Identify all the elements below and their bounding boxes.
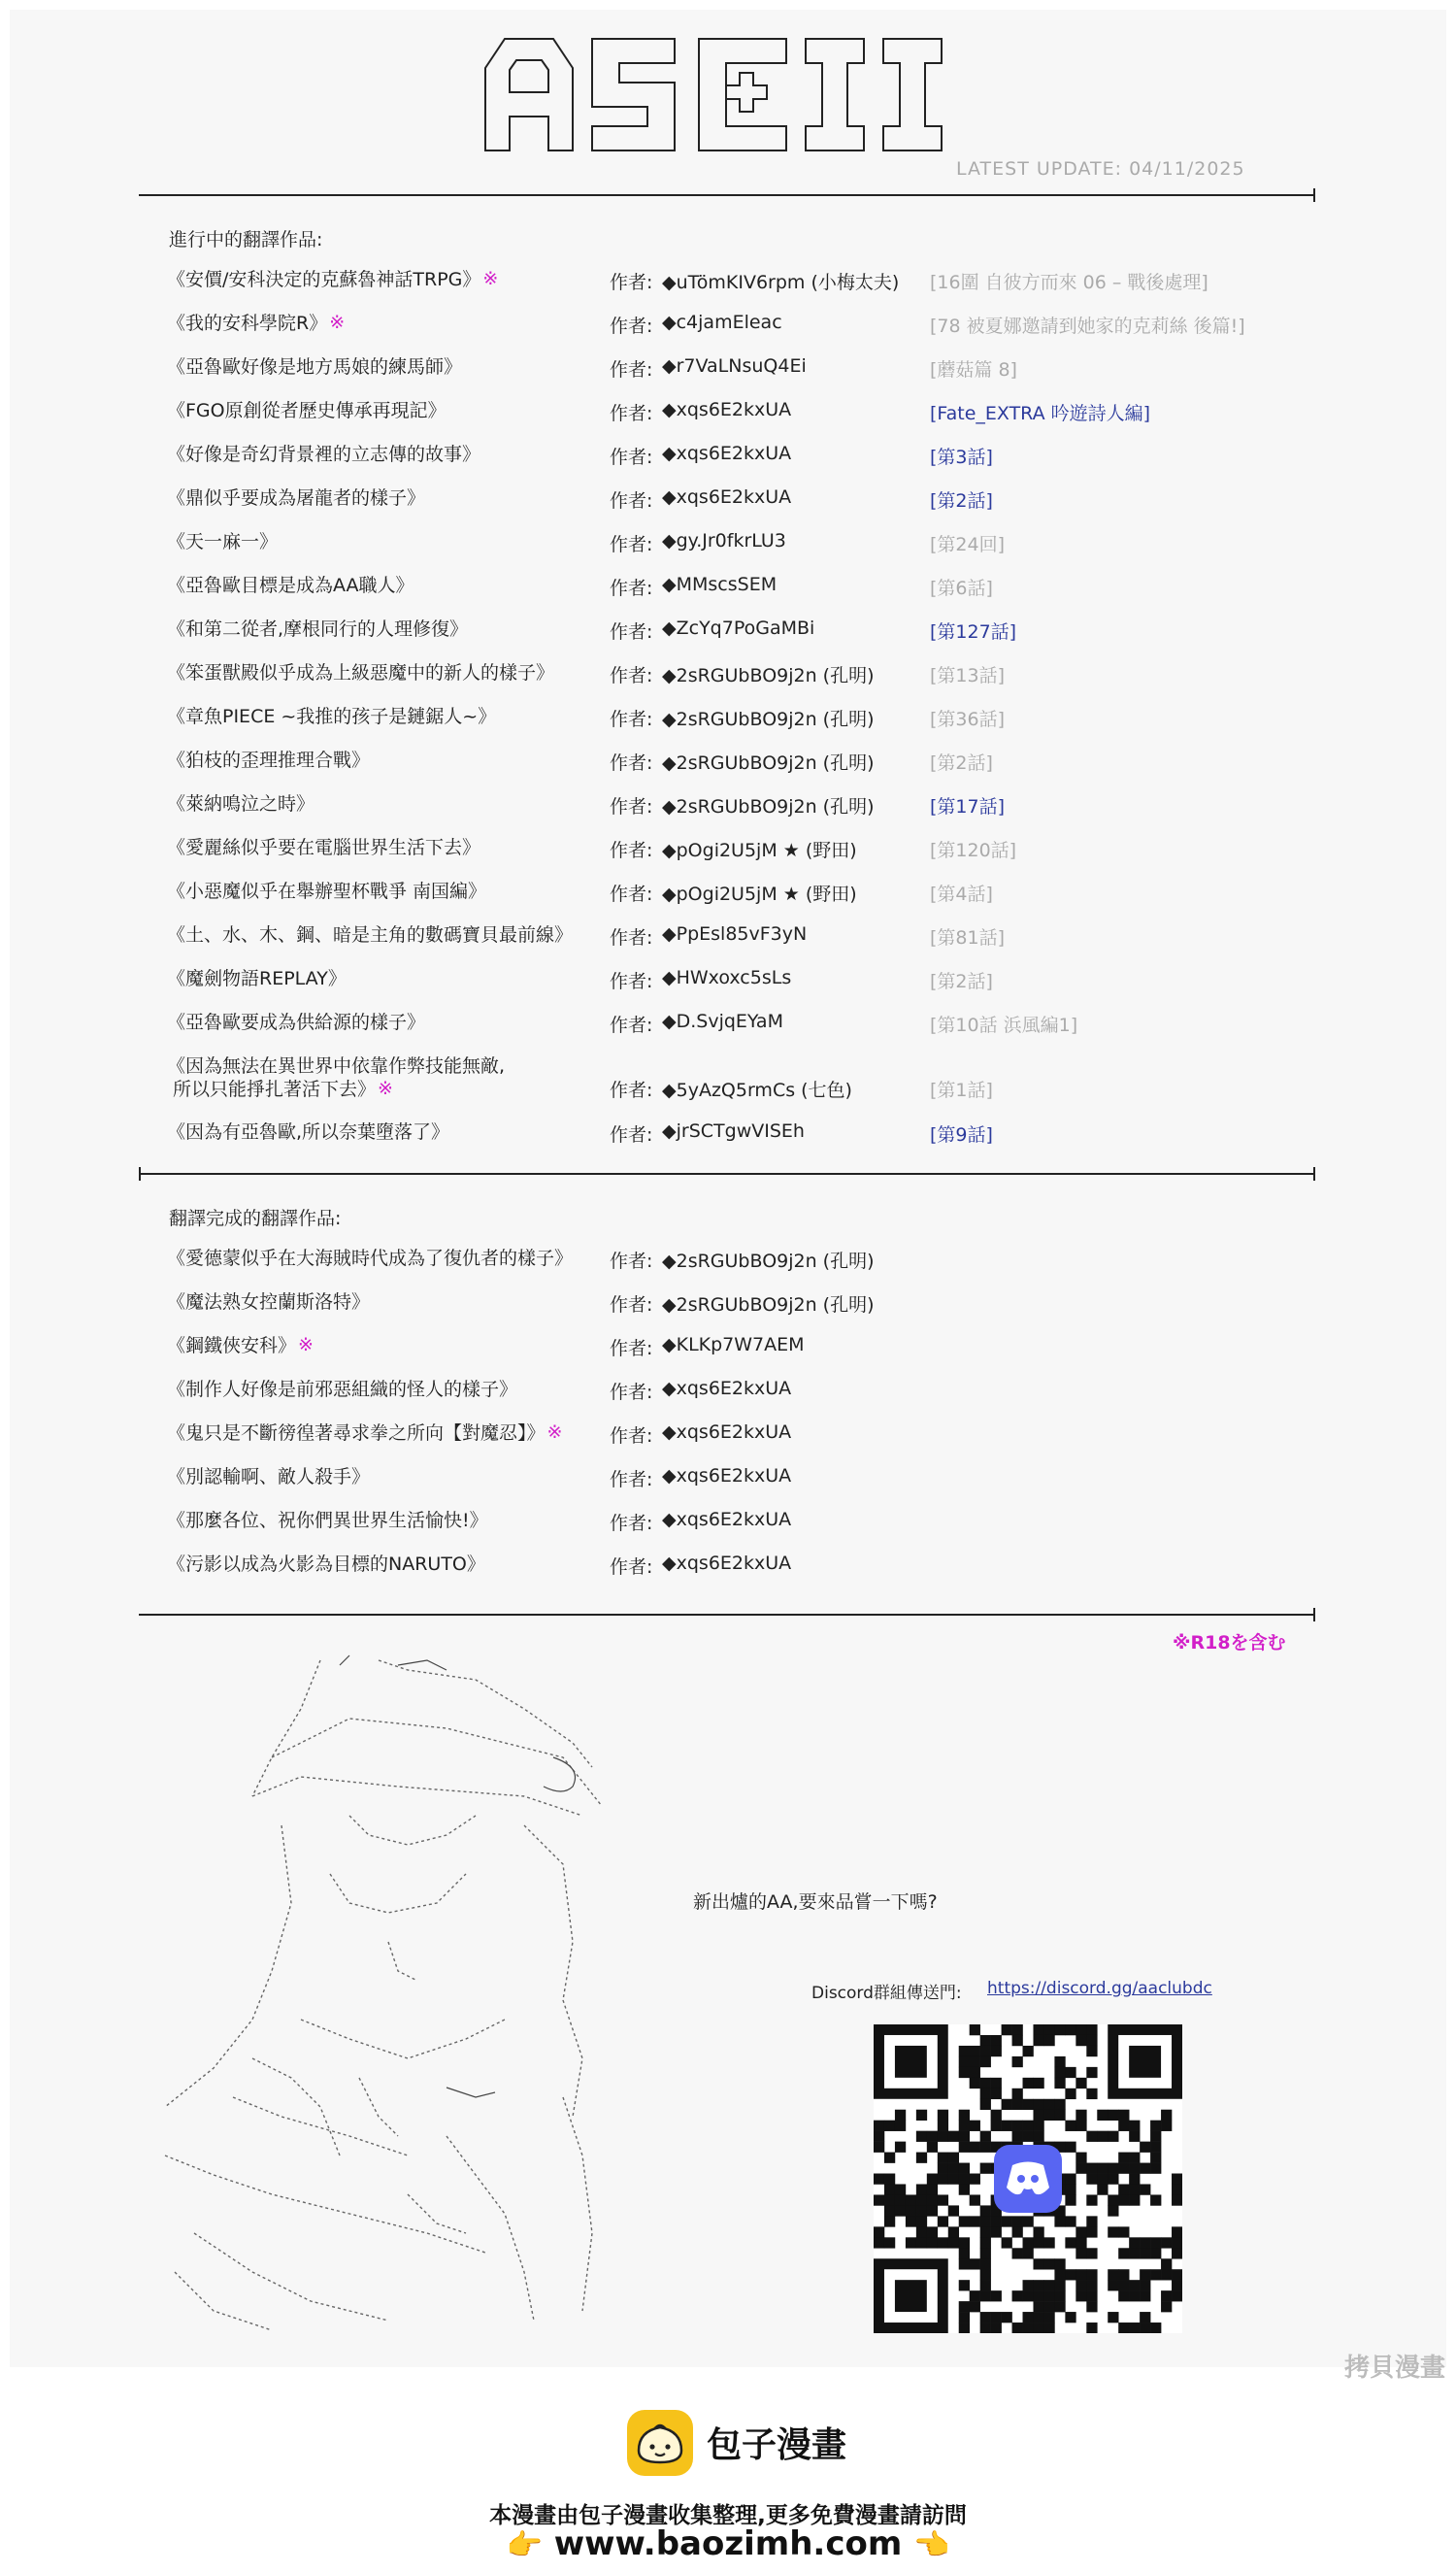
work-title[interactable]: 《別認輸啊、敵人殺手》	[167, 1466, 371, 1487]
progress-label[interactable]: [Fate_EXTRA 吟遊詩人編]	[930, 403, 1151, 424]
r18-mark: ※	[378, 1078, 393, 1099]
author-label: 作者:	[610, 1556, 653, 1578]
author-id: ◆r7VaLNsuQ4Ei	[662, 355, 807, 377]
work-title[interactable]: 《魔法熟女控蘭斯洛特》	[167, 1291, 371, 1313]
divider-top	[139, 194, 1315, 196]
footer-url-text[interactable]: www.baozimh.com	[553, 2524, 903, 2563]
author-label: 作者:	[610, 752, 653, 774]
work-title[interactable]: 《土、水、木、鋼、暗是主角的數碼寶貝最前線》	[167, 924, 574, 946]
author-id: ◆KLKp7W7AEM	[662, 1334, 805, 1355]
ongoing-row[interactable]	[167, 923, 1332, 962]
author-id: ◆xqs6E2kxUA	[662, 443, 792, 464]
divider-bottom	[139, 1614, 1315, 1616]
progress-label: [第24回]	[930, 534, 1006, 555]
ongoing-row[interactable]	[167, 836, 1332, 875]
author-label: 作者:	[610, 1080, 653, 1101]
ongoing-row[interactable]	[167, 880, 1332, 919]
ongoing-row[interactable]	[167, 355, 1332, 394]
work-title[interactable]: 《愛麗絲似乎要在電腦世界生活下去》	[167, 837, 481, 858]
author-label: 作者:	[610, 840, 653, 861]
ongoing-row[interactable]	[167, 1054, 1332, 1113]
author-label: 作者:	[610, 1015, 653, 1036]
work-title[interactable]: 《愛德蒙似乎在大海賊時代成為了復仇者的樣子》	[167, 1248, 574, 1269]
progress-label[interactable]: [第127話]	[930, 621, 1017, 643]
ongoing-row[interactable]	[167, 574, 1332, 613]
work-title[interactable]: 《我的安科學院R》	[167, 313, 328, 334]
ongoing-row[interactable]	[167, 486, 1332, 525]
progress-label: [第120話]	[930, 840, 1017, 861]
author-label: 作者:	[610, 403, 653, 424]
ongoing-row[interactable]	[167, 749, 1332, 787]
progress-label: [第4話]	[930, 884, 993, 905]
ongoing-row[interactable]	[167, 1120, 1332, 1159]
author-id: ◆xqs6E2kxUA	[662, 486, 792, 508]
work-title[interactable]: 《鋼鐵俠安科》	[167, 1335, 297, 1356]
work-title[interactable]: 《那麼各位、祝你們異世界生活愉快!》	[167, 1510, 488, 1531]
author-label: 作者:	[610, 709, 653, 730]
author-label: 作者:	[610, 621, 653, 643]
author-label: 作者:	[610, 884, 653, 905]
work-title[interactable]: 《魔劍物語REPLAY》	[167, 968, 347, 989]
progress-label[interactable]: [第3話]	[930, 447, 993, 468]
progress-label: [第6話]	[930, 578, 993, 599]
author-id: ◆2sRGUbBO9j2n (孔明)	[662, 1294, 875, 1316]
completed-row[interactable]	[167, 1509, 1332, 1548]
work-title[interactable]: 《安價/安科決定的克蘇魯神話TRPG》	[167, 269, 481, 290]
discord-qr-code[interactable]	[874, 2024, 1182, 2333]
author-id: ◆xqs6E2kxUA	[662, 1465, 792, 1487]
ongoing-row[interactable]	[167, 661, 1332, 700]
ongoing-row[interactable]	[167, 967, 1332, 1006]
author-id: ◆pOgi2U5jM ★ (野田)	[662, 840, 857, 861]
author-id: ◆MMscsSEM	[662, 574, 778, 595]
author-id: ◆2sRGUbBO9j2n (孔明)	[662, 752, 875, 774]
work-title[interactable]: 《好像是奇幻背景裡的立志傳的故事》	[167, 444, 481, 465]
ongoing-row[interactable]	[167, 312, 1332, 351]
author-id: ◆ZcYq7PoGaMBi	[662, 618, 815, 639]
progress-label[interactable]: [第2話]	[930, 490, 993, 512]
author-id: ◆uTömKIV6rpm (小梅太夫)	[662, 272, 900, 293]
author-id: ◆PpEsl85vF3yN	[662, 923, 808, 945]
ongoing-row[interactable]	[167, 268, 1332, 307]
work-title[interactable]: 《FGO原創從者歷史傳承再現記》	[167, 400, 447, 421]
work-title[interactable]: 《制作人好像是前邪惡組織的怪人的樣子》	[167, 1379, 518, 1400]
discord-link[interactable]: https://discord.gg/aaclubdc	[987, 1979, 1212, 1998]
progress-label: [第2話]	[930, 752, 993, 774]
author-id: ◆pOgi2U5jM ★ (野田)	[662, 884, 857, 905]
work-title[interactable]: 《亞魯歐目標是成為AA職人》	[167, 575, 414, 596]
author-id: ◆c4jamEleac	[662, 312, 782, 333]
author-label: 作者:	[610, 1469, 653, 1490]
ongoing-row[interactable]	[167, 618, 1332, 656]
watermark: 拷貝漫畫	[1344, 2354, 1446, 2383]
author-id: ◆xqs6E2kxUA	[662, 1509, 792, 1530]
ongoing-row[interactable]	[167, 399, 1332, 438]
progress-label[interactable]: [第9話]	[930, 1124, 993, 1146]
discord-label: Discord群組傳送門:	[811, 1984, 962, 2003]
work-title[interactable]: 《天一麻一》	[167, 531, 279, 552]
divider-middle	[139, 1173, 1315, 1175]
author-id: ◆xqs6E2kxUA	[662, 1378, 792, 1399]
completed-row[interactable]	[167, 1378, 1332, 1417]
author-label: 作者:	[610, 927, 653, 949]
pointing-left-icon: 👈	[913, 2528, 950, 2562]
work-title[interactable]: 《章魚PIECE ~我推的孩子是鏈鋸人~》	[167, 706, 497, 727]
progress-label: [第1話]	[930, 1080, 993, 1101]
author-label: 作者:	[610, 796, 653, 818]
work-title[interactable]: 《狛枝的歪理推理合戰》	[167, 750, 371, 771]
ongoing-row[interactable]	[167, 530, 1332, 569]
author-id: ◆xqs6E2kxUA	[662, 1421, 792, 1443]
progress-label: [第81話]	[930, 927, 1006, 949]
r18-mark: ※	[329, 312, 346, 333]
r18-mark: ※	[298, 1334, 314, 1355]
author-id: ◆HWxoxc5sLs	[662, 967, 792, 988]
completed-row[interactable]	[167, 1553, 1332, 1591]
r18-note: ※R18を含む	[1173, 1632, 1286, 1654]
progress-label: [蘑菇篇 8]	[930, 359, 1017, 381]
author-label: 作者:	[610, 971, 653, 992]
progress-label: [第36話]	[930, 709, 1006, 730]
work-title[interactable]: 《污影以成為火影為目標的NARUTO》	[167, 1554, 485, 1575]
completed-row[interactable]	[167, 1290, 1332, 1329]
progress-label: [第13話]	[930, 665, 1006, 686]
completed-row[interactable]	[167, 1421, 1332, 1460]
pointing-right-icon: 👉	[506, 2528, 543, 2562]
ongoing-row[interactable]	[167, 443, 1332, 482]
author-id: ◆D.SvjqEYaM	[662, 1011, 783, 1032]
author-label: 作者:	[610, 1294, 653, 1316]
author-id: ◆gy.Jr0fkrLU3	[662, 530, 786, 551]
author-label: 作者:	[610, 534, 653, 555]
progress-label: [16圍 自彼方而來 06 – 戰後處理]	[930, 272, 1208, 293]
r18-mark: ※	[546, 1421, 563, 1443]
author-label: 作者:	[610, 359, 653, 381]
completed-row[interactable]	[167, 1334, 1332, 1373]
ongoing-section-title: 進行中的翻譯作品:	[169, 229, 323, 251]
author-id: ◆5yAzQ5rmCs (七色)	[662, 1080, 852, 1101]
author-label: 作者:	[610, 665, 653, 686]
completed-row[interactable]	[167, 1247, 1332, 1286]
work-title[interactable]: 《萊納鳴泣之時》	[167, 793, 315, 815]
footer-brand[interactable]: 包子漫畫	[707, 2425, 847, 2465]
author-label: 作者:	[610, 316, 653, 337]
footer-note: 本漫畫由包子漫畫收集整理,更多免費漫畫請訪問	[489, 2503, 967, 2528]
work-title[interactable]: 《亞魯歐好像是地方馬娘的練馬師》	[167, 356, 463, 378]
author-label: 作者:	[610, 1382, 653, 1403]
author-label: 作者:	[610, 1425, 653, 1447]
ongoing-row[interactable]	[167, 792, 1332, 831]
r18-mark: ※	[482, 268, 499, 289]
work-title[interactable]: 《小惡魔似乎在舉辦聖杯戰爭 南国編》	[167, 881, 487, 902]
work-title[interactable]: 《和第二從者,摩根同行的人理修復》	[167, 618, 469, 640]
author-label: 作者:	[610, 1513, 653, 1534]
author-id: ◆2sRGUbBO9j2n (孔明)	[662, 709, 875, 730]
ongoing-row[interactable]	[167, 705, 1332, 744]
latest-update: LATEST UPDATE: 04/11/2025	[956, 158, 1245, 180]
author-label: 作者:	[610, 272, 653, 293]
author-label: 作者:	[610, 1124, 653, 1146]
author-id: ◆2sRGUbBO9j2n (孔明)	[662, 796, 875, 818]
work-title[interactable]: 《笨蛋獸殿似乎成為上級惡魔中的新人的樣子》	[167, 662, 555, 684]
author-id: ◆jrSCTgwVISEh	[662, 1120, 805, 1142]
footer-url[interactable]	[0, 2524, 1456, 2563]
author-label: 作者:	[610, 490, 653, 512]
work-title[interactable]: 《鬼只是不斷徬徨著尋求拳之所向【對魔忍】》	[167, 1422, 546, 1444]
work-title[interactable]: 《因為有亞魯歐,所以奈葉墮落了》	[167, 1121, 450, 1143]
author-id: ◆2sRGUbBO9j2n (孔明)	[662, 1251, 875, 1272]
author-id: ◆xqs6E2kxUA	[662, 1553, 792, 1574]
promo-text: 新出爐的AA,要來品嘗一下嗎?	[693, 1891, 938, 1913]
ongoing-row[interactable]	[167, 1011, 1332, 1050]
baozi-logo-icon[interactable]	[625, 2408, 695, 2478]
progress-label: [78 被夏娜邀請到她家的克莉絲 後篇!]	[930, 316, 1245, 337]
progress-label[interactable]: [第17話]	[930, 796, 1006, 818]
work-title[interactable]: 《鼎似乎要成為屠龍者的樣子》	[167, 487, 426, 509]
completed-section-title: 翻譯完成的翻譯作品:	[169, 1208, 342, 1229]
author-label: 作者:	[610, 578, 653, 599]
progress-label: [第10話 浜風編1]	[930, 1015, 1078, 1036]
author-id: ◆2sRGUbBO9j2n (孔明)	[662, 665, 875, 686]
progress-label: [第2話]	[930, 971, 993, 992]
author-id: ◆xqs6E2kxUA	[662, 399, 792, 420]
ascii-logo	[476, 29, 961, 155]
author-label: 作者:	[610, 1338, 653, 1359]
ascii-art-illustration	[155, 1651, 641, 2330]
completed-row[interactable]	[167, 1465, 1332, 1504]
work-title[interactable]: 《因為無法在異世界中依靠作弊技能無敵, 所以只能掙扎著活下去》	[167, 1055, 506, 1100]
work-title[interactable]: 《亞魯歐要成為供給源的樣子》	[167, 1012, 426, 1033]
author-label: 作者:	[610, 1251, 653, 1272]
author-label: 作者:	[610, 447, 653, 468]
